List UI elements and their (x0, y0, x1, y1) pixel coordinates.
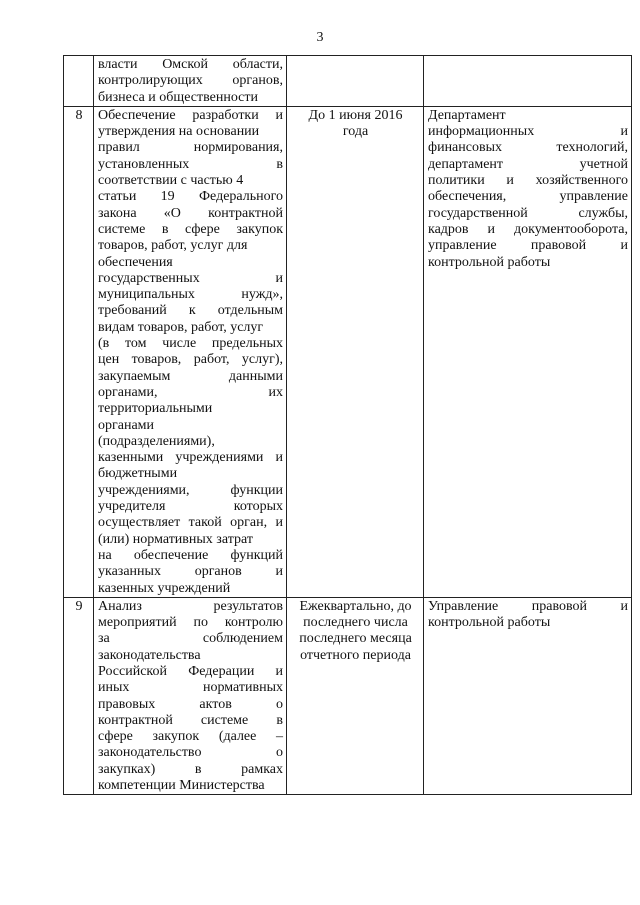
row-number: 8 (64, 106, 94, 597)
measure-description-line: государственных и (98, 270, 283, 286)
measure-description-line: Анализ результатов (98, 598, 283, 614)
measure-description-line: за соблюдением (98, 631, 283, 647)
measure-description-line: указанных органов и (98, 564, 283, 580)
measure-responsible-line: департамент учетной (428, 156, 628, 172)
measure-description-line: системе в сфере закупок (98, 221, 283, 237)
measure-description-line: компетенции Министерства (98, 778, 265, 794)
measure-description-line: товаров, работ, услуг для (98, 238, 248, 254)
measure-description-line: осуществляет такой орган, и (98, 515, 283, 531)
measure-description (94, 597, 287, 795)
table-row (64, 56, 632, 107)
measure-term-line: последнего числа (303, 615, 408, 631)
measure-responsible (424, 597, 632, 795)
measure-term-line: отчетного периода (300, 647, 411, 663)
measure-description (94, 106, 287, 597)
measure-description-line: иных нормативных (98, 680, 283, 696)
table-body (64, 56, 632, 795)
row-number (64, 56, 94, 107)
measure-term (287, 56, 424, 107)
measure-description-line: правовых актов о (98, 696, 283, 712)
table-row (64, 597, 632, 795)
row-number: 9 (64, 597, 94, 795)
measure-description-line: соответствии с частью 4 (98, 173, 244, 189)
measure-description-line: власти Омской области, (98, 57, 283, 72)
measure-responsible-line: кадров и документооборота, (428, 221, 628, 237)
measure-responsible-line: управление правовой и (428, 238, 628, 254)
measure-description-line: учреждениями, функции (98, 482, 283, 498)
measure-description-line: закупках) в рамках (98, 761, 283, 777)
measure-description-line: (или) нормативных затрат (98, 531, 253, 547)
measure-description-line: (в том числе предельных (98, 336, 283, 352)
measure-description-line: Российской Федерации и (98, 663, 283, 679)
measure-responsible-line: обеспечения, управление (428, 189, 628, 205)
page-number: 3 (316, 30, 324, 45)
measure-description-line: цен товаров, работ, услуг), (98, 352, 283, 368)
measure-description-line: закупаемым данными (98, 368, 283, 384)
measure-description-line: сфере закупок (далее – (98, 729, 283, 745)
measure-description-line: требований к отдельным (98, 303, 283, 319)
measure-description-line: законодательства (98, 647, 201, 663)
table-row (64, 106, 632, 597)
measure-description (94, 56, 287, 107)
measure-description-line: контрактной системе в (98, 712, 283, 728)
measure-term-line: последнего месяца (299, 631, 412, 647)
measure-description-line: казенными учреждениями и (98, 450, 283, 466)
measure-description-line: учредителя которых (98, 499, 283, 515)
measure-term-line: года (342, 124, 369, 140)
measure-description-line: органами (98, 417, 155, 433)
measure-description-line: на обеспечение функций (98, 547, 283, 563)
measure-term (287, 106, 424, 597)
measure-responsible-line: политики и хозяйственного (428, 173, 628, 189)
measure-description-line: органами, их (98, 384, 283, 400)
measure-description-line: бизнеса и общественности (98, 89, 258, 105)
measure-description-line: муниципальных нужд», (98, 287, 283, 303)
measure-term-line: Ежеквартально, до (299, 598, 412, 614)
measure-description-line: закона «О контрактной (98, 205, 283, 221)
measure-description-line: (подразделениями), (98, 433, 215, 449)
measure-description-line: установленных в (98, 156, 283, 172)
measure-description-line: контролирующих органов, (98, 73, 283, 89)
measure-responsible (424, 106, 632, 597)
measure-responsible-line: контрольной работы (428, 254, 551, 270)
measures-table (63, 55, 632, 795)
measure-description-line: Обеспечение разработки и (98, 107, 283, 123)
measure-description-line: бюджетными (98, 466, 178, 482)
measure-description-line: обеспечения (98, 254, 173, 270)
measure-description-line: территориальными (98, 401, 213, 417)
measure-description-line: видам товаров, работ, услуг (98, 319, 264, 335)
measure-description-line: утверждения на основании (98, 124, 260, 140)
measure-responsible-line: финансовых технологий, (428, 140, 628, 156)
measure-description-line: мероприятий по контролю (98, 615, 283, 631)
measure-description-line: правил нормирования, (98, 140, 283, 156)
measure-responsible-line: информационных и (428, 124, 628, 140)
measure-responsible-line: Управление правовой и (428, 598, 628, 614)
measure-term (287, 597, 424, 795)
measure-responsible-line: государственной службы, (428, 205, 628, 221)
measure-description-line: статьи 19 Федерального (98, 189, 283, 205)
measure-responsible-line: контрольной работы (428, 615, 551, 631)
measure-description-line: законодательство о (98, 745, 283, 761)
measure-description-line: казенных учреждений (98, 580, 231, 596)
measure-responsible-line: Департамент (428, 107, 506, 123)
measure-responsible (424, 56, 632, 107)
measure-term-line: До 1 июня 2016 (308, 107, 403, 123)
